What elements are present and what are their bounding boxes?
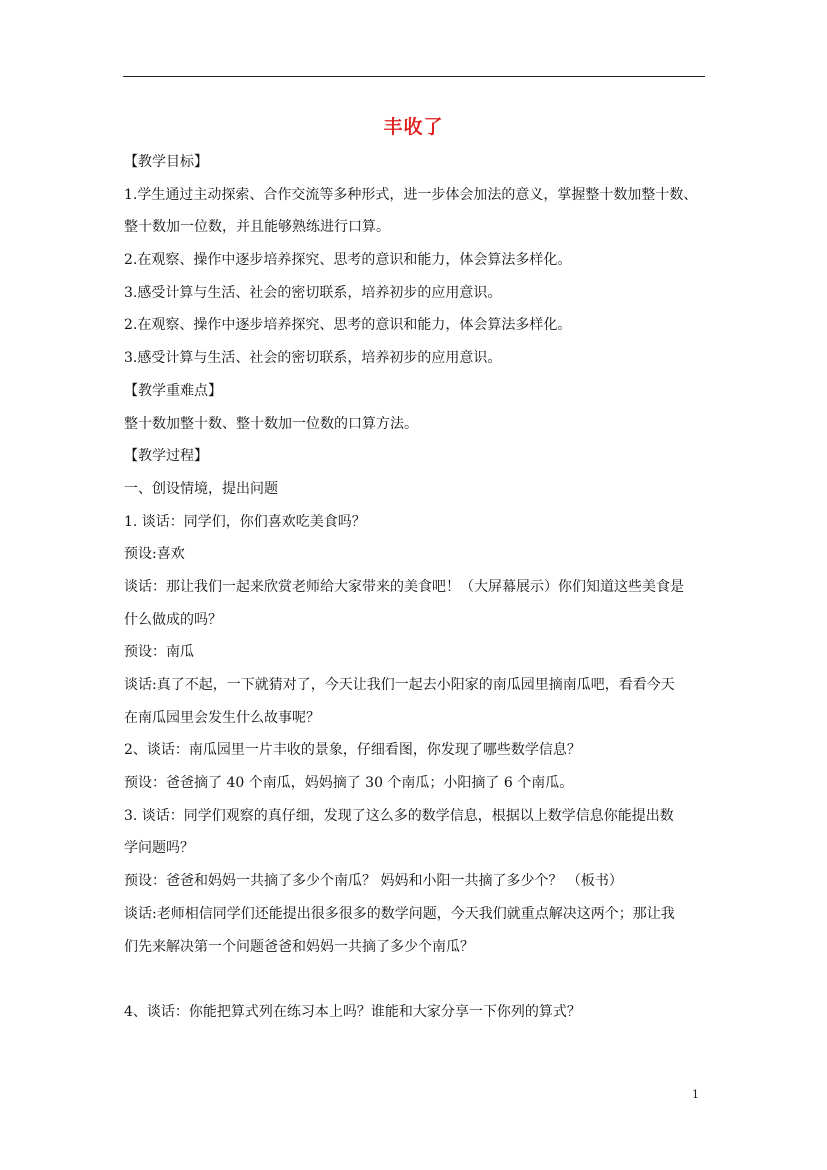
paragraph-line: 2、谈话：南瓜园里一片丰收的景象，仔细看图，你发现了哪些数学信息？ — [124, 742, 581, 759]
paragraph-line: 1.学生通过主动探索、合作交流等多种形式，进一步体会加法的意义，掌握整十数加整十数、 — [124, 186, 698, 203]
paragraph-line: 整十数加一位数，并且能够熟练进行口算。 — [124, 219, 390, 236]
paragraph-line: 谈话:老师相信同学们还能提出很多很多的数学问题，今天我们就重点解决这两个；那让我 — [124, 905, 675, 922]
paragraph-line: 预设:喜欢 — [124, 546, 185, 563]
blank-line — [124, 963, 706, 996]
paragraph-line: 1. 谈话：同学们，你们喜欢吃美食吗？ — [124, 513, 366, 530]
document-title: 丰收了 — [383, 116, 444, 138]
paragraph-line: 学问题吗？ — [124, 840, 194, 857]
paragraph-line: 预设：南瓜 — [124, 644, 194, 661]
paragraph-line: 3.感受计算与生活、社会的密切联系，培养初步的应用意识。 — [124, 350, 502, 367]
paragraph-line: 4、谈话：你能把算式列在练习本上吗？谁能和大家分享一下你列的算式？ — [124, 1003, 581, 1020]
section-heading-process: 【教学过程】 — [124, 448, 208, 465]
document-body — [124, 146, 706, 1029]
paragraph-line: 在南瓜园里会发生什么故事呢？ — [124, 709, 320, 726]
paragraph-line: 谈话：那让我们一起来欣赏老师给大家带来的美食吧！（大屏幕展示）你们知道这些美食是 — [124, 578, 684, 595]
paragraph-line: 2.在观察、操作中逐步培养探究、思考的意识和能力，体会算法多样化。 — [124, 317, 572, 334]
paragraph-line: 什么做成的吗？ — [124, 611, 222, 628]
paragraph-line: 预设：爸爸和妈妈一共摘了多少个南瓜？ 妈妈和小阳一共摘了多少个？ （板书） — [124, 873, 623, 890]
header-rule — [123, 76, 705, 77]
paragraph-line: 一、创设情境，提出问题 — [124, 480, 278, 497]
paragraph-line: 3. 谈话：同学们观察的真仔细，发现了这么多的数学信息，根据以上数学信息你能提出数 — [124, 807, 674, 824]
paragraph-line: 2.在观察、操作中逐步培养探究、思考的意识和能力，体会算法多样化。 — [124, 252, 572, 269]
paragraph-line: 们先来解决第一个问题爸爸和妈妈一共摘了多少个南瓜？ — [124, 938, 474, 955]
paragraph-line: 整十数加整十数、整十数加一位数的口算方法。 — [124, 415, 418, 432]
section-heading-key-points: 【教学重难点】 — [124, 382, 222, 399]
paragraph-line: 预设：爸爸摘了 40 个南瓜，妈妈摘了 30 个南瓜；小阳摘了 6 个南瓜。 — [124, 775, 574, 792]
paragraph-line: 谈话:真了不起，一下就猜对了，今天让我们一起去小阳家的南瓜园里摘南瓜吧，看看今天 — [124, 677, 675, 693]
section-heading-goals: 【教学目标】 — [124, 154, 208, 170]
paragraph-line: 3.感受计算与生活、社会的密切联系，培养初步的应用意识。 — [124, 284, 502, 301]
page-number: 1 — [692, 1088, 699, 1101]
